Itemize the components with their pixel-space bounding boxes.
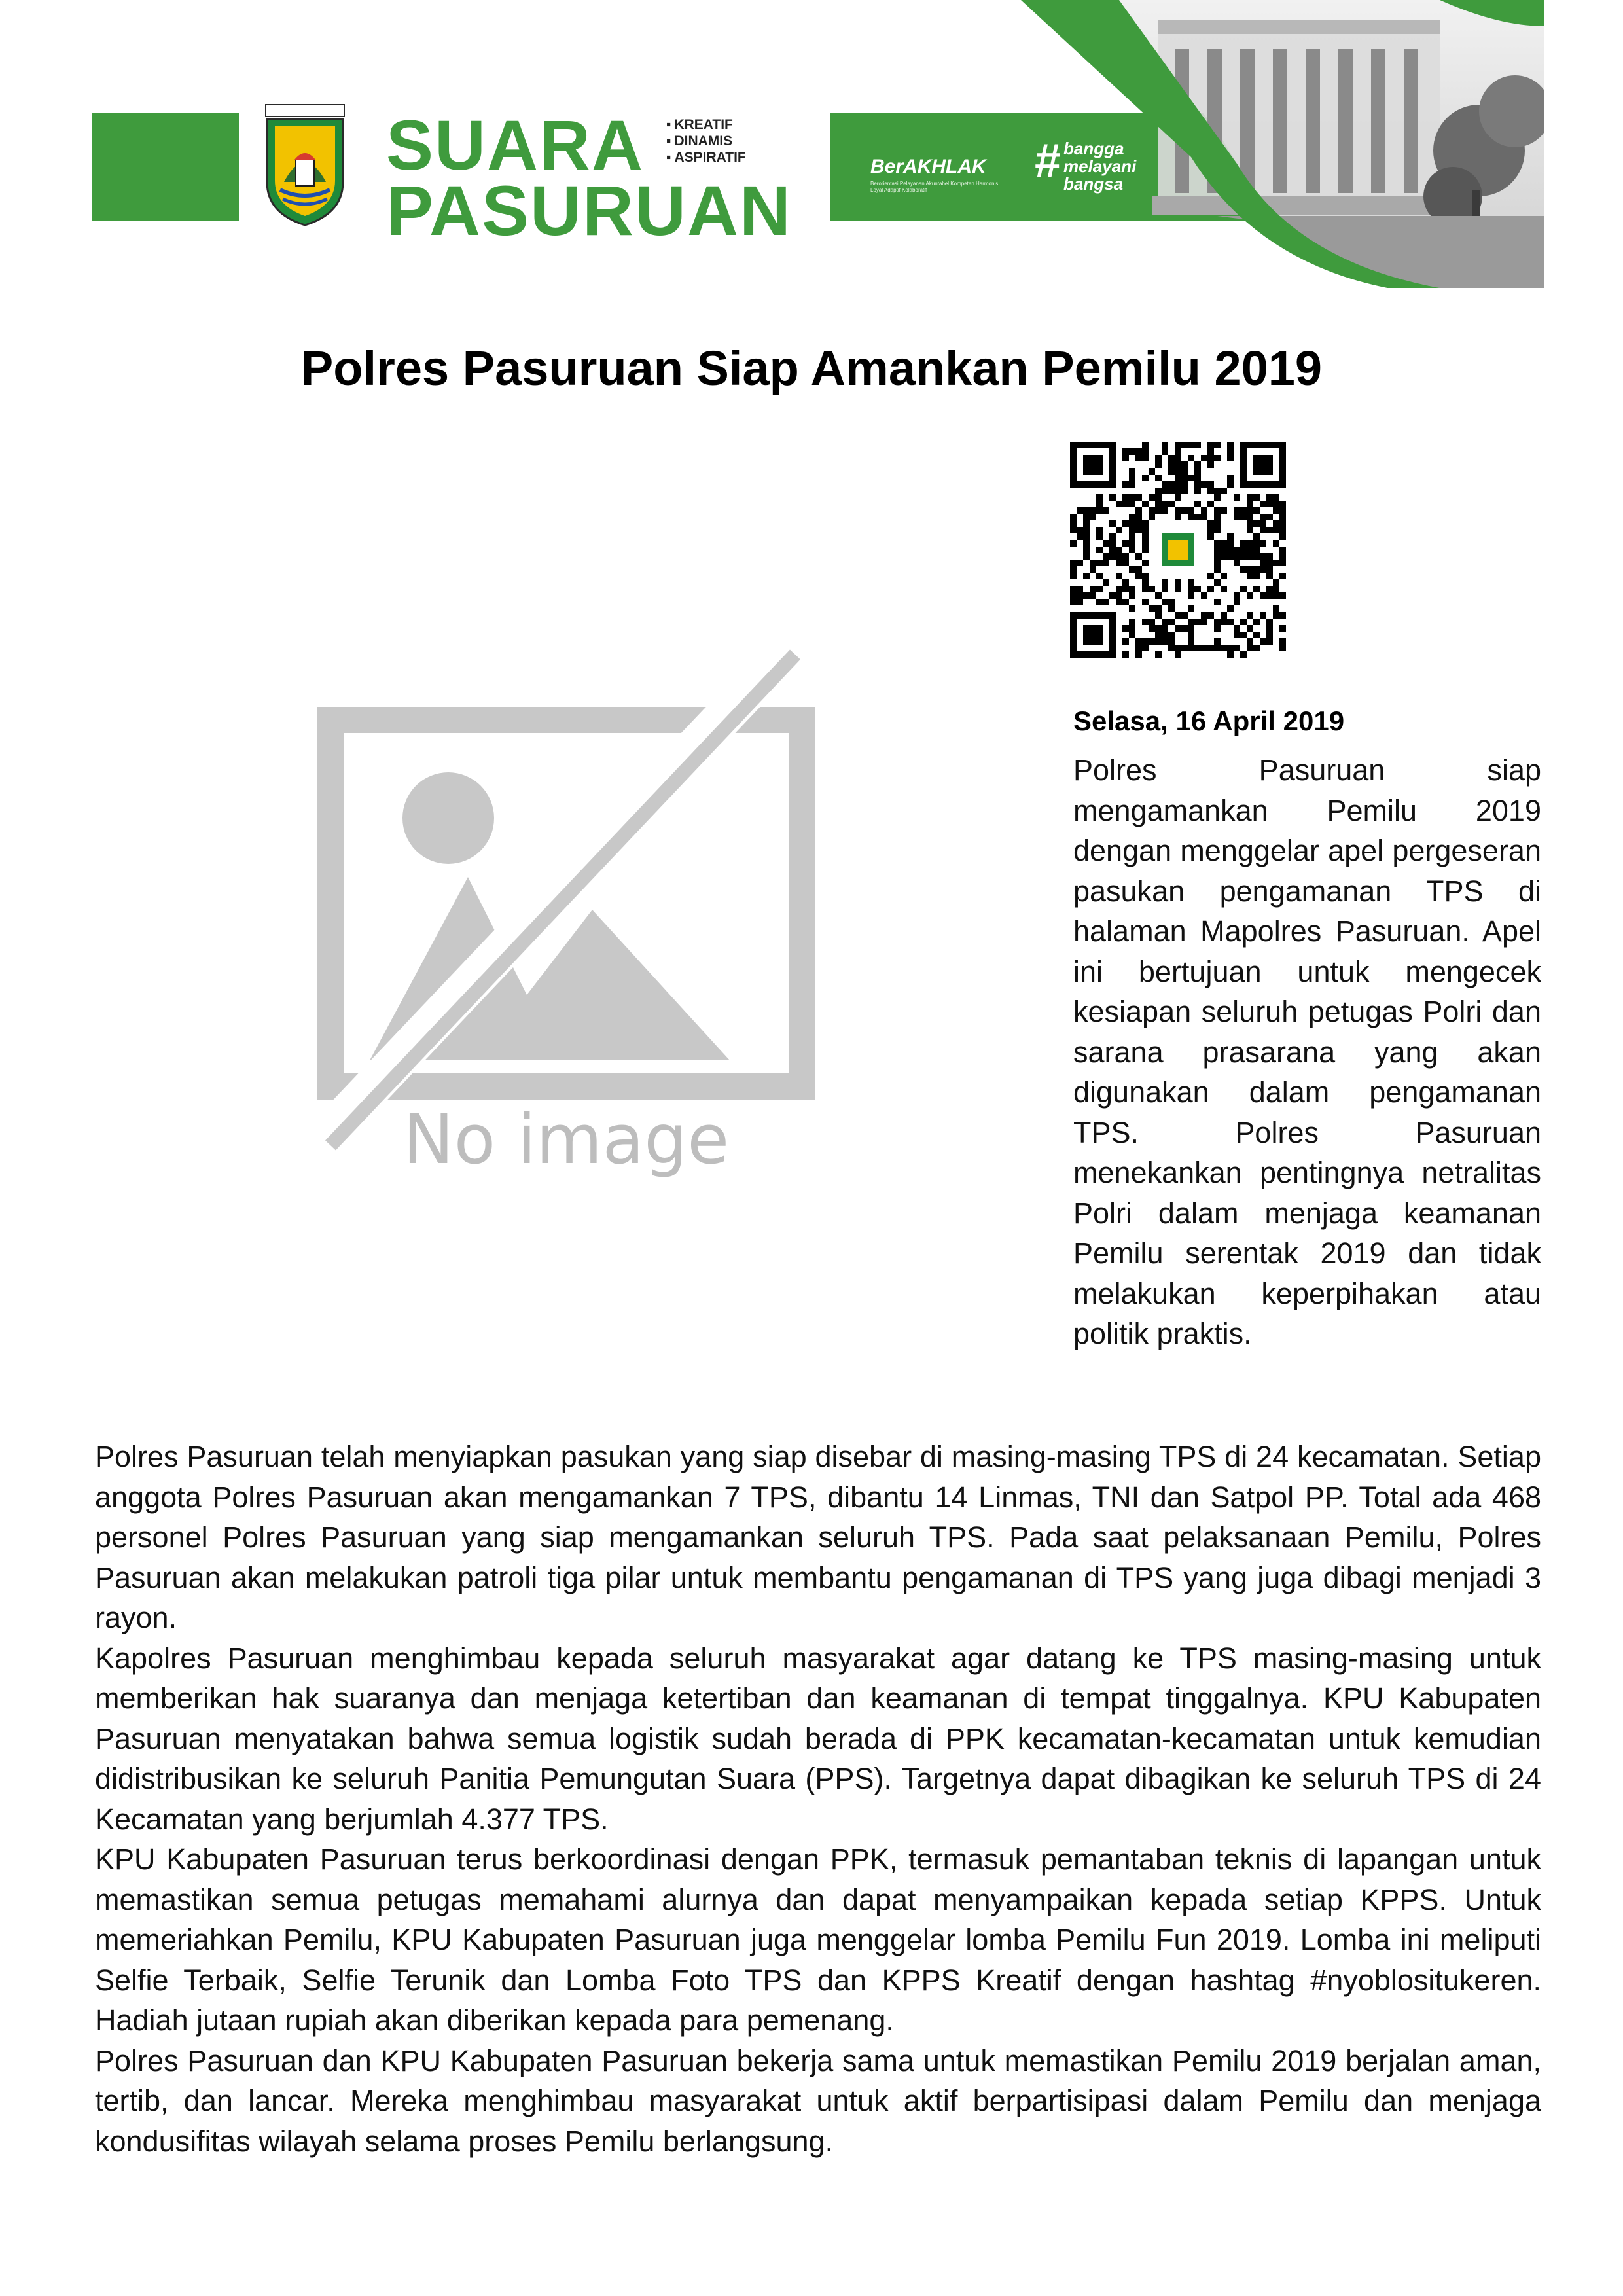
qr-code xyxy=(1070,442,1286,658)
body-paragraph: Polres Pasuruan dan KPU Kabupaten Pasuruan bekerja sama untuk memastikan Pemilu 2019 berjalan aman, tertib, dan lancar. Mereka menghimbau masyarakat untuk aktif berpartisipasi dalam Pemilu dan menjaga kondusifitas wilayah selama proses Pemilu berlangsung. xyxy=(95,2043,1541,2158)
tagline-item: ▪ KREATIF xyxy=(666,117,746,133)
article-body xyxy=(95,1437,1541,2161)
header-green-block xyxy=(92,113,239,221)
article-date: Selasa, 16 April 2019 xyxy=(1073,706,1345,736)
kabupaten-pasuruan-crest-logo xyxy=(260,103,349,228)
berakhlak-subtitle: Berorientasi Pelayanan Akuntabel Kompeten Harmonis Loyal Adaptif Kolaboratif xyxy=(870,181,999,193)
tagline-item: ▪ DINAMIS xyxy=(666,133,746,149)
brand-line-pasuruan: PASURUAN xyxy=(386,171,793,250)
article-lead-paragraph: Polres Pasuruan siap mengamankan Pemilu 2019 dengan menggelar apel pergeseran pasukan pengamanan TPS di halaman Mapolres Pasuruan. Apel ini bertujuan untuk mengecek kesiapan seluruh petugas Polri dan sarana prasarana yang akan digunakan dalam pengamanan TPS. Polres Pasuruan menekankan pentingnya netralitas Polri dalam menjaga keamanan Pemilu serentak 2019 dan tidak melakukan keperpihakan atau politik praktis. xyxy=(1073,753,1541,1350)
bangga-line: bangga xyxy=(1063,139,1124,158)
article-title: Polres Pasuruan Siap Amankan Pemilu 2019 xyxy=(300,341,1323,395)
brand-line-suara: SUARA xyxy=(386,105,645,185)
berakhlak-logo-text: BerAKHLAK xyxy=(870,156,986,177)
body-paragraph: Kapolres Pasuruan menghimbau kepada seluruh masyarakat agar datang ke TPS masing-masing untuk memberikan hak suaranya dan menjaga ketertiban dan keamanan di tempat tinggalnya. KPU Kabupaten Pasuruan menyatakan bahwa semua logistik sudah berada di PPK kecamatan-kecamatan untuk kemudian didistribusikan ke seluruh Panitia Pemungutan Suara (PPS). Targetnya dapat dibagikan ke seluruh TPS di 24 Kecamatan yang berjumlah 4.377 TPS. xyxy=(95,1641,1541,1836)
bangga-line: melayani xyxy=(1063,156,1137,176)
tagline-item: ▪ ASPIRATIF xyxy=(666,149,746,166)
body-paragraph: KPU Kabupaten Pasuruan terus berkoordinasi dengan PPK, termasuk pemantaban teknis di lapangan untuk memastikan semua petugas memahami alurnya dan dapat menyampaikan kepada setiap KPPS. Untuk memeriahkan Pemilu, KPU Kabupaten Pasuruan juga menggelar lomba Pemilu Fun 2019. Lomba ini meliputi Selfie Terbaik, Selfie Terunik dan Lomba Foto TPS dan KPPS Kreatif dengan hashtag #nyoblositukeren. Hadiah jutaan rupiah akan diberikan kepada para pemenang. xyxy=(95,1842,1541,2037)
no-image-label: No image xyxy=(402,1100,730,1179)
bangga-line: bangsa xyxy=(1063,174,1124,194)
body-paragraph: Polres Pasuruan telah menyiapkan pasukan yang siap disebar di masing-masing TPS di 24 kecamatan. Setiap anggota Polres Pasuruan akan mengamankan 7 TPS, dibantu 14 Linmas, TNI dan Satpol PP. Total ada 468 personel Polres Pasuruan yang siap mengamankan seluruh TPS. Pada saat pelaksanaan Pemilu, Polres Pasuruan akan melakukan patroli tiga pilar untuk membantu pengamanan di TPS yang juga dibagi menjadi 3 rayon. xyxy=(95,1440,1541,1634)
bangga-melayani-bangsa-logo xyxy=(1063,140,1136,193)
brand-taglines xyxy=(666,117,746,166)
hashtag-icon: # xyxy=(1034,135,1061,187)
